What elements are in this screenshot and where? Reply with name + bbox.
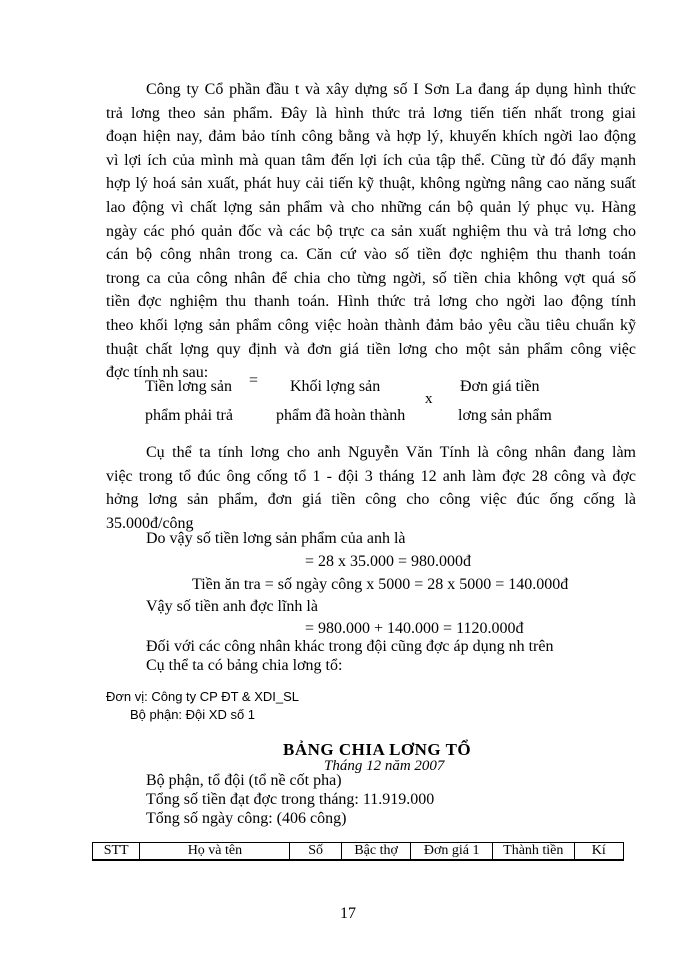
paragraph-line: ngày các phó quản đốc và các bộ trực ca sản xuất nghiệm thu và trả lơng cho xyxy=(106,222,636,240)
unit-name: Đơn vị: Công ty CP ĐT & XDI_SL xyxy=(106,689,300,704)
paragraph-line: thuật chất lợng quy định và đơn giá tiền lơng cho một sản phẩm công việc xyxy=(106,340,636,358)
paragraph-line: trả lơng theo sản phẩm. Đây là hình thức trả lơng tiến tiến nhất trong giai xyxy=(106,104,636,122)
paragraph-line: việc trong tổ đúc ông cống tổ 1 - đội 3 tháng 12 anh làm đợc 28 công và đợc xyxy=(106,467,636,485)
formula-mid-bottom: phẩm đã hoàn thành xyxy=(276,407,406,424)
example-paragraph xyxy=(106,441,636,535)
paragraph-line: Công ty Cổ phần đầu t và xây dựng số I Sơn La đang áp dụng hình thức xyxy=(146,81,636,98)
paragraph-line: hởng lơng sản phẩm, đơn giá tiền công cho công việc đúc ống cống là xyxy=(106,491,636,509)
summary-line: Tổng số ngày công: (406 công) xyxy=(146,810,347,827)
table-title: BẢNG CHIA LƠNG TỔ xyxy=(283,740,472,759)
summary-line: Bộ phận, tổ đội (tổ nề cốt pha) xyxy=(146,772,342,789)
table-header-cell: STT xyxy=(93,843,140,861)
table-header-row xyxy=(93,843,624,861)
wage-table-header xyxy=(92,842,624,861)
calc-line: = 980.000 + 140.000 = 1120.000đ xyxy=(305,620,524,637)
paragraph-line: lao động vì chất lợng sản phẩm và cho những cán bộ quản lý phục vụ. Hàng xyxy=(106,198,636,216)
calc-line: Tiền ăn tra = số ngày công x 5000 = 28 x 5000 = 140.000đ xyxy=(192,576,569,593)
formula-left-bottom: phẩm phải trả xyxy=(145,407,233,424)
calc-line: Do vậy số tiền lơng sản phẩm của anh là xyxy=(146,530,406,547)
paragraph-line: trong ca của công nhân để chia cho từng ngời, số tiền chia không vợt quá số xyxy=(106,269,636,287)
calc-line: Vậy số tiền anh đợc lĩnh là xyxy=(146,598,318,615)
table-header-cell: Bậc thợ xyxy=(341,843,411,861)
calc-line: = 28 x 35.000 = 980.000đ xyxy=(305,553,472,570)
formula-times: x xyxy=(425,391,433,407)
paragraph-line: theo khối lợng sản phẩm công việc hoàn thành đảm bảo yêu cầu tiêu chuẩn kỹ xyxy=(106,316,636,334)
table-header-cell: Đơn giá 1 xyxy=(411,843,493,861)
calc-line: Đối với các công nhân khác trong đội cũng đợc áp dụng nh trên xyxy=(146,638,554,655)
paragraph-line: đợc tính nh sau: xyxy=(106,364,209,382)
table-header-cell: Kí xyxy=(574,843,623,861)
intro-paragraph xyxy=(106,78,636,385)
paragraph-line: 35.000đ/công xyxy=(106,514,194,532)
calc-line: Cụ thể ta có bảng chia lơng tổ: xyxy=(146,657,343,674)
paragraph-line: cán bộ công nhân trong ca. Căn cứ vào số tiền đợc nghiệm thu thanh toán xyxy=(106,246,636,264)
formula-mid-top: Khối lợng sản xyxy=(290,378,381,395)
table-header-cell: Thành tiền xyxy=(492,843,574,861)
summary-line: Tổng số tiền đạt đợc trong tháng: 11.919.000 xyxy=(146,791,435,808)
paragraph-line: đoạn hiện nay, đảm bảo tính công bằng và hợp lý, khuyến khích ngời lao động xyxy=(106,128,636,146)
department-name: Bộ phận: Đội XD số 1 xyxy=(130,707,256,722)
table-subtitle: Tháng 12 năm 2007 xyxy=(324,758,445,774)
paragraph-line: vì lợi ích của mình mà quan tâm đến lợi ích của tập thể. Cũng từ đó đẩy mạnh xyxy=(106,151,636,169)
formula-right-top: Đơn giá tiền xyxy=(460,378,540,395)
table-header-cell: Số xyxy=(290,843,341,861)
paragraph-line: tiền đợc nghiệm thu thanh toán. Hình thức trả lơng cho ngời lao động tính xyxy=(106,293,636,311)
formula-left-top: Tiền lơng sản xyxy=(145,378,232,395)
paragraph-line: Cụ thể ta tính lơng cho anh Nguyễn Văn Tính là công nhân đang làm xyxy=(146,444,636,461)
formula-equals: = xyxy=(249,372,259,389)
page-number: 17 xyxy=(340,905,356,922)
formula-right-bottom: lơng sản phẩm xyxy=(458,407,552,424)
table-header-cell: Họ và tên xyxy=(140,843,290,861)
paragraph-line: hợp lý hoá sản xuất, phát huy cải tiến kỹ thuật, không ngừng nâng cao năng suất xyxy=(106,175,636,193)
